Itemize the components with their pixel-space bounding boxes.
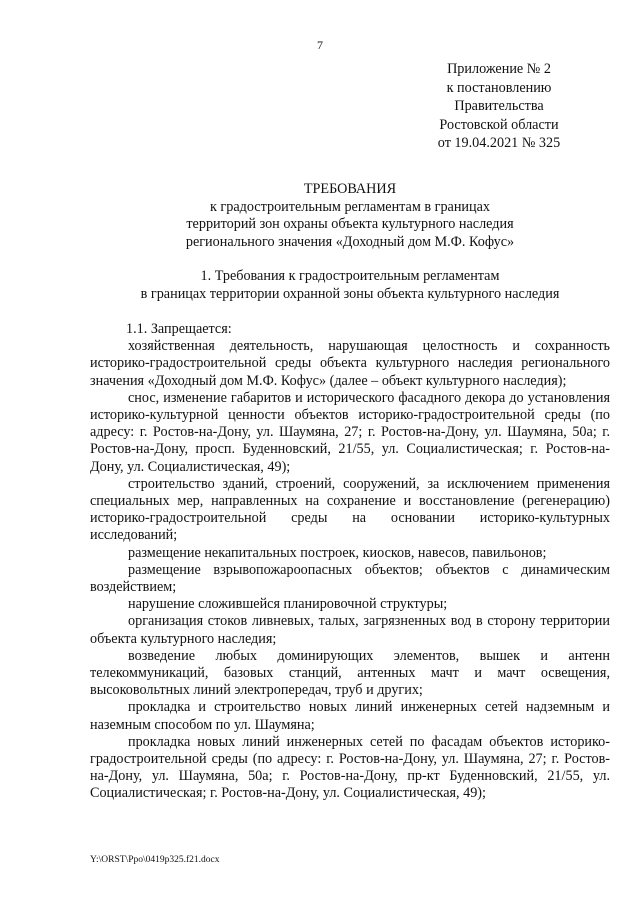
document-title <box>60 181 640 251</box>
title-line: регионального значения «Доходный дом М.Ф. Кофус» <box>185 233 515 250</box>
appendix-line: к постановлению <box>446 79 552 96</box>
requirement-item: хозяйственная деятельность, нарушающая целостность и сохранность историко-градостроительной среды объекта культурного наследия регионального значения «Доходный дом М.Ф. Кофус» (далее – объект культурного наследия); <box>90 338 610 389</box>
appendix-block <box>414 60 584 153</box>
section-line: 1. Требования к градостроительным регламентам <box>200 268 500 284</box>
title-heading: ТРЕБОВАНИЯ <box>303 181 397 197</box>
subsection-heading: 1.1. Запрещается: <box>126 321 232 337</box>
title-line: территорий зон охраны объекта культурного наследия <box>186 216 514 233</box>
requirement-item: прокладка и строительство новых линий инженерных сетей надземным и наземным способом по ул. Шаумяна; <box>90 699 610 733</box>
requirement-item: организация стоков ливневых, талых, загрязненных вод в сторону территории объекта культурного наследия; <box>90 613 610 647</box>
appendix-line: Правительства <box>454 98 544 115</box>
file-path-footer: Y:\ORST\Ppo\0419p325.f21.docx <box>90 855 220 865</box>
appendix-line: от 19.04.2021 № 325 <box>437 135 561 152</box>
title-line: к градостроительным регламентам в границах <box>209 198 491 215</box>
requirement-item: строительство зданий, строений, сооружений, за исключением применения специальных мер, направленных на сохранение и восстановление (регенерацию) историко-градостроительной среды на основании историко-культурных исследований; <box>90 475 610 544</box>
page-number: 7 <box>317 38 323 52</box>
appendix-line: Приложение № 2 <box>447 61 551 77</box>
requirement-item: возведение любых доминирующих элементов, вышек и антенн телекоммуникаций, базовых станций, антенных мачт и мачт освещения, высоковольтных линий электропередач, труб и других; <box>90 647 610 699</box>
section-line: в границах территории охранной зоны объекта культурного наследия <box>140 285 560 302</box>
appendix-line: Ростовской области <box>439 116 559 133</box>
section-heading <box>60 268 640 303</box>
requirement-item: нарушение сложившейся планировочной структуры; <box>128 596 448 613</box>
requirements-body <box>90 321 610 803</box>
requirement-item: снос, изменение габаритов и исторического фасадного декора до установления историко-культурной ценности объектов историко-градостроительной среды (по адресу: г. Ростов-на-Дону, ул. Шаумяна, 27; г. Ростов-на-Дону, ул. Шаумяна, 50а; г. Ростов-на-Дону, просп. Буденновский, 21/55, ул. Социалистическая; г. Ростов-на-Дону, ул. Социалистическая, 49); <box>90 389 610 475</box>
requirement-item: размещение некапитальных построек, киосков, навесов, павильонов; <box>128 544 547 561</box>
requirement-item: размещение взрывопожароопасных объектов; объектов с динамическим воздействием; <box>90 561 610 596</box>
requirement-item: прокладка новых линий инженерных сетей по фасадам объектов историко-градостроительной среды (по адресу: г. Ростов-на-Дону, ул. Шаумяна, 27; г. Ростов-на-Дону, ул. Шаумяна, 50а; г. Ростов-на-Дону, пр-кт Буденновский, 21/55, ул. Социалистическая; г. Ростов-на-Дону, ул. Социалистическая, 49); <box>90 733 610 802</box>
